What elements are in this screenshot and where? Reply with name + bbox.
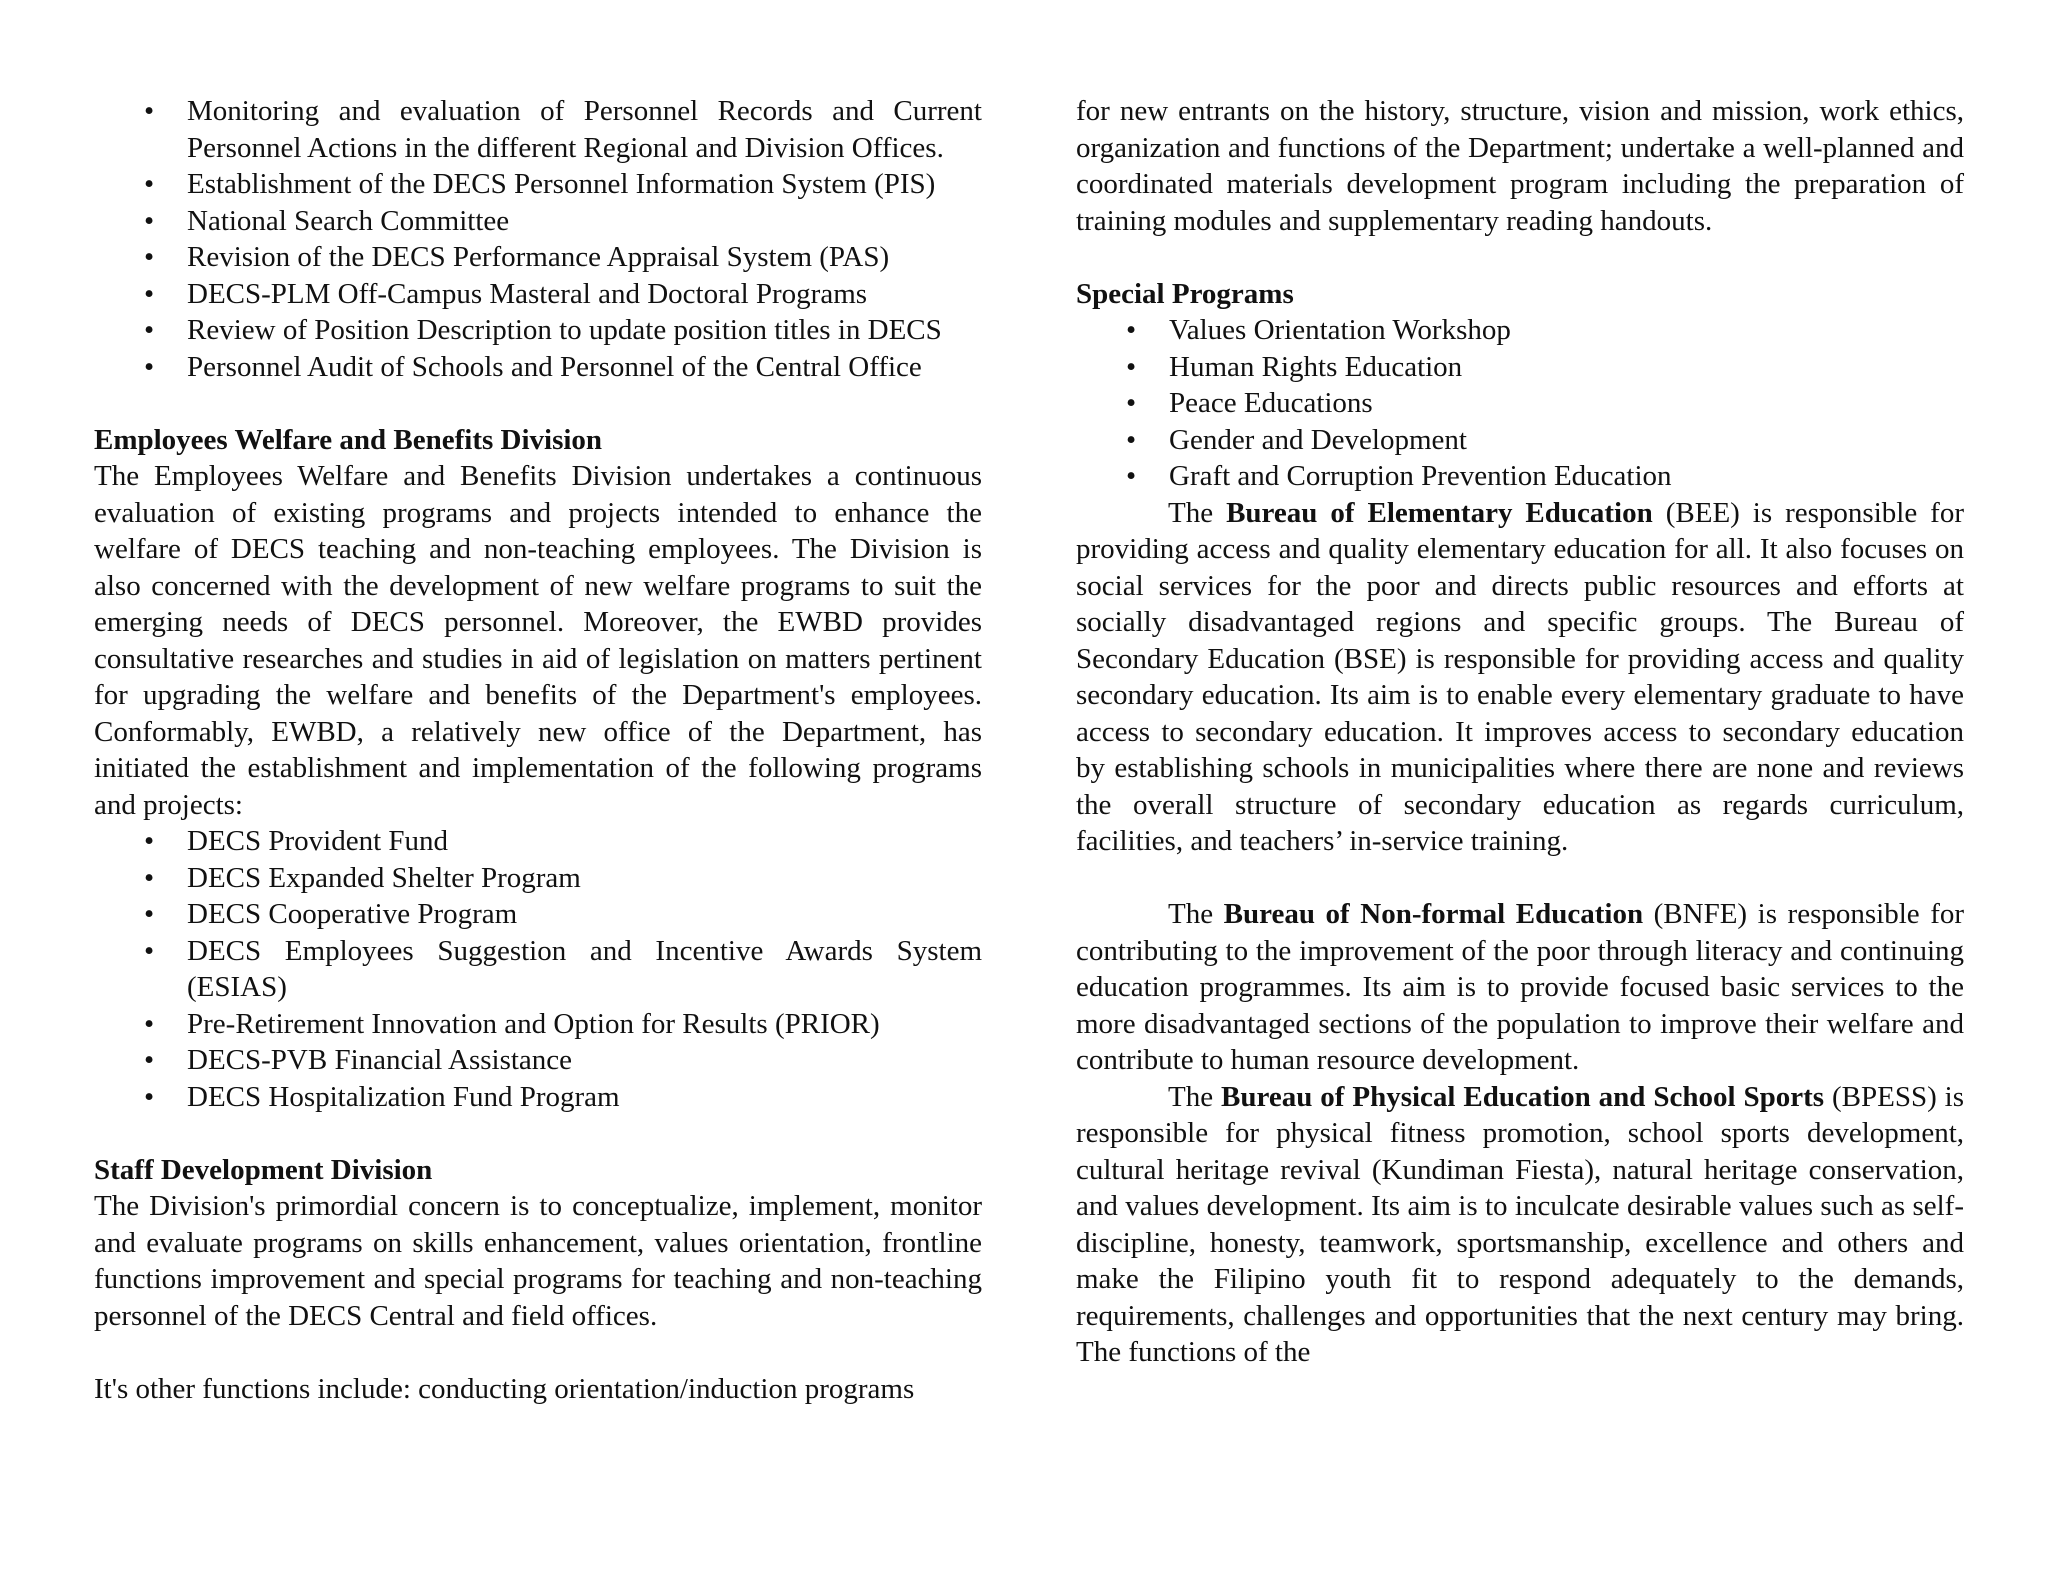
list-item: • Graft and Corruption Prevention Education (1076, 458, 1964, 495)
sdd-paragraph: The Division's primordial concern is to conceptualize, implement, monitor and evaluate programs on skills enhancement, values orientation, frontline functions improvement and special programs for teaching and non-teaching personnel of the DECS Central and field offices. (94, 1190, 982, 1332)
spacer (1076, 239, 1964, 276)
ewbd-bullet-list (94, 823, 982, 1115)
list-item: • Establishment of the DECS Personnel Information System (PIS) (94, 166, 982, 203)
right-column (1076, 93, 1964, 1371)
bee-text: (BEE) is responsible for providing access and quality elementary education for all. It also focuses on social services for the poor and directs public resources and efforts at socially disadvantaged regions and specific groups. The Bureau of Secondary Education (BSE) is responsible for providing access and quality secondary education. Its aim is to enable every elementary graduate to have access to secondary education. It improves access to secondary education by establishing schools in municipalities where there are none and reviews the overall structure of secondary education as regards curriculum, facilities, and teachers’ in-service training. (1076, 496, 1964, 857)
list-item: • Pre-Retirement Innovation and Option for Results (PRIOR) (94, 1006, 982, 1043)
spacer (94, 1334, 982, 1371)
bnfe-bureau-name: Bureau of Non-formal Education (1223, 898, 1644, 930)
special-programs-heading: Special Programs (1076, 277, 1294, 310)
spacer (94, 385, 982, 422)
list-item: • Revision of the DECS Performance Appraisal System (PAS) (94, 239, 982, 276)
list-item: • Peace Educations (1076, 385, 1964, 422)
list-item: • DECS Expanded Shelter Program (94, 860, 982, 897)
list-item: • Review of Position Description to update position titles in DECS (94, 312, 982, 349)
sdd-heading: Staff Development Division (94, 1153, 433, 1186)
ewbd-paragraph: The Employees Welfare and Benefits Division undertakes a continuous evaluation of existing programs and projects intended to enhance the welfare of DECS teaching and non-teaching employees. The Division is also concerned with the development of new welfare programs to suit the emerging needs of DECS personnel. Moreover, the EWBD provides consultative researches and studies in aid of legislation on matters pertinent for upgrading the welfare and benefits of the Department's employees. Conformably, EWBD, a relatively new office of the Department, has initiated the establishment and implementation of the following programs and projects: (94, 460, 982, 821)
list-item: • DECS-PVB Financial Assistance (94, 1042, 982, 1079)
list-item: • DECS Hospitalization Fund Program (94, 1079, 982, 1116)
bee-bureau-name: Bureau of Elementary Education (1226, 496, 1653, 529)
bnfe-paragraph (1076, 896, 1964, 1079)
bpess-lead: The (1168, 1080, 1222, 1113)
bnfe-lead: The (1168, 898, 1224, 930)
ewbd-heading: Employees Welfare and Benefits Division (94, 423, 603, 456)
list-item: • Monitoring and evaluation of Personnel Records and Current Personnel Actions in the different Regional and Division Offices. (94, 93, 982, 166)
list-item: • Human Rights Education (1076, 349, 1964, 386)
other-functions-paragraph: It's other functions include: conducting orientation/induction programs (94, 1372, 915, 1405)
spacer (1076, 860, 1964, 897)
list-item: • Gender and Development (1076, 422, 1964, 459)
spacer (94, 1115, 982, 1152)
bpess-bureau-name: Bureau of Physical Education and School Sports (1221, 1080, 1825, 1113)
list-item: • DECS Employees Suggestion and Incentive Awards System (ESIAS) (94, 933, 982, 1006)
personnel-bullet-list (94, 93, 982, 385)
continuation-paragraph: for new entrants on the history, structure, vision and mission, work ethics, organization and functions of the Department; undertake a well-planned and coordinated materials development program including the preparation of training modules and supplementary reading handouts. (1076, 95, 1964, 237)
list-item: • Personnel Audit of Schools and Personnel of the Central Office (94, 349, 982, 386)
list-item: • DECS Cooperative Program (94, 896, 982, 933)
bee-lead: The (1168, 496, 1227, 529)
bpess-text: (BPESS) is responsible for physical fitness promotion, school sports development, cultural heritage revival (Kundiman Fiesta), natural heritage conservation, and values development. Its aim is to inculcate desirable values such as self-discipline, honesty, teamwork, sportsmanship, excellence and others and make the Filipino youth fit to respond adequately to the demands, requirements, challenges and opportunities that the next century may bring. The functions of the (1076, 1080, 1965, 1368)
bnfe-text: (BNFE) is responsible for contributing to the improvement of the poor through literacy and continuing education programmes. Its aim is to provide focused basic services to the more disadvantaged sections of the population to improve their welfare and contribute to human resource development. (1076, 898, 1965, 1076)
bpess-paragraph (1076, 1079, 1964, 1371)
special-programs-list (1076, 312, 1964, 495)
list-item: • National Search Committee (94, 203, 982, 240)
bee-paragraph (1076, 495, 1964, 860)
list-item: • DECS Provident Fund (94, 823, 982, 860)
list-item: • Values Orientation Workshop (1076, 312, 1964, 349)
list-item: • DECS-PLM Off-Campus Masteral and Doctoral Programs (94, 276, 982, 313)
left-column (94, 93, 982, 1407)
